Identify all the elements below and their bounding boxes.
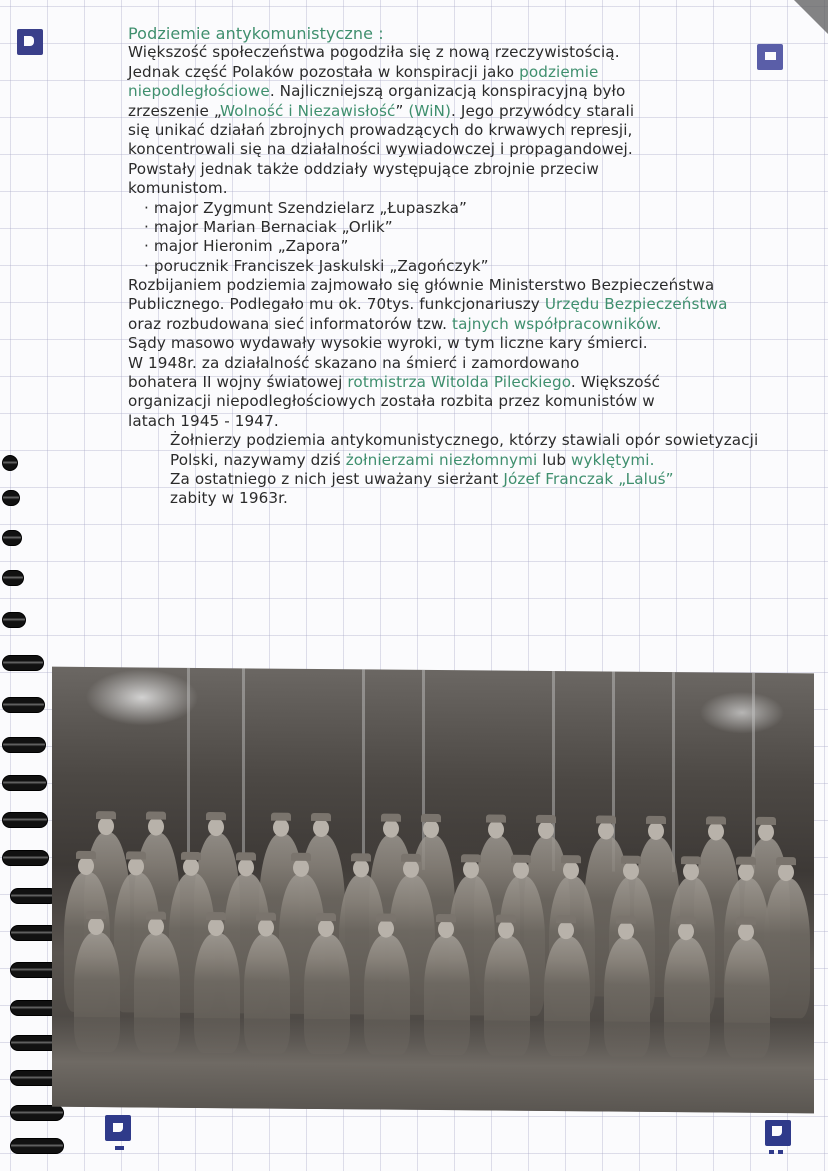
- spiral-ring: [10, 888, 58, 904]
- photo-soldier: [764, 878, 810, 1018]
- text-segment: koncentrowali się na działalności wywiadowczej i propagandowej.: [128, 140, 633, 159]
- spiral-ring: [2, 737, 46, 753]
- photo-face: [293, 859, 309, 877]
- handwritten-notes: [128, 24, 818, 509]
- text-line: [128, 63, 818, 82]
- photo-face: [708, 822, 724, 840]
- text-line: [128, 315, 818, 334]
- photo-cap: [676, 916, 696, 924]
- photo-cap: [126, 851, 146, 859]
- photo-face: [273, 819, 289, 837]
- photo-face: [463, 860, 479, 878]
- photo-tree-trunk: [187, 668, 190, 868]
- spiral-ring: [2, 812, 48, 828]
- text-line: [128, 121, 818, 140]
- photo-face: [648, 822, 664, 840]
- photo-cap: [536, 815, 556, 823]
- photo-face: [383, 820, 399, 838]
- spiral-ring: [2, 570, 24, 586]
- text-line: [128, 140, 818, 159]
- highlighted-term: tajnych współpracowników.: [452, 314, 662, 333]
- photo-cap: [351, 853, 371, 861]
- text-segment: Większość społeczeństwa pogodziła się z nową rzeczywistością.: [128, 43, 620, 62]
- photo-face: [538, 821, 554, 839]
- spiral-ring: [10, 1138, 64, 1154]
- corner-mark-icon: [765, 1120, 791, 1146]
- photo-tree-trunk: [362, 669, 365, 869]
- photo-face: [128, 857, 144, 875]
- photo-grass: [52, 1017, 814, 1114]
- photo-face: [738, 923, 754, 941]
- photo-cap: [736, 857, 756, 865]
- photo-cap: [511, 855, 531, 863]
- highlighted-term: żołnierzami niezłomnymi: [345, 450, 538, 469]
- list-item: · major Zygmunt Szendzielarz „Łupaszka”: [144, 198, 467, 217]
- photo-face: [318, 919, 334, 937]
- photo-face: [208, 818, 224, 836]
- photo-face: [423, 820, 439, 838]
- photo-face: [148, 918, 164, 936]
- commander-list: [128, 199, 818, 277]
- photo-face: [623, 862, 639, 880]
- photo-cap: [681, 856, 701, 864]
- photo-face: [598, 821, 614, 839]
- photo-cap: [486, 814, 506, 822]
- photo-cap: [181, 852, 201, 860]
- photo-face: [208, 918, 224, 936]
- photo-cap: [256, 912, 276, 920]
- photo-cap: [756, 817, 776, 825]
- photo-cap: [206, 812, 226, 820]
- text-line: [128, 451, 818, 470]
- text-line: [128, 276, 818, 295]
- text-segment: . Jego przywódcy starali: [451, 101, 635, 120]
- photo-cap: [621, 856, 641, 864]
- text-segment: ”: [395, 101, 409, 120]
- photo-cap: [311, 813, 331, 821]
- text-line: [128, 179, 818, 198]
- photo-cap: [96, 811, 116, 819]
- text-segment: Sądy masowo wydawały wysokie wyroki, w tym liczne kary śmierci.: [128, 334, 648, 353]
- photo-face: [378, 920, 394, 938]
- spiral-ring: [2, 612, 26, 628]
- text-line: [128, 412, 818, 431]
- photo-cap: [146, 911, 166, 919]
- text-segment: organizacji niepodległościowych została rozbita przez komunistów w: [128, 392, 655, 411]
- photo-face: [353, 859, 369, 877]
- photo-cap: [496, 915, 516, 923]
- photo-cap: [401, 854, 421, 862]
- photo-cap: [421, 814, 441, 822]
- photo-face: [678, 922, 694, 940]
- text-line: [128, 82, 818, 101]
- highlighted-term: Wolność i Niezawisłość: [219, 101, 396, 120]
- text-line: [128, 392, 818, 411]
- highlighted-term: (WiN): [408, 101, 452, 120]
- corner-mark-icon: [105, 1115, 131, 1141]
- text-segment: W 1948r. za działalność skazano na śmierć i zamordowano: [128, 353, 580, 372]
- photo-cap: [381, 814, 401, 822]
- photo-face: [558, 921, 574, 939]
- photo-cap: [556, 915, 576, 923]
- spiral-ring: [2, 655, 44, 671]
- text-segment: bohatera II wojny światowej: [128, 373, 348, 392]
- photo-tree-trunk: [242, 668, 245, 868]
- corner-mark-dot: [115, 1146, 124, 1150]
- list-item: · major Hieronim „Zapora”: [144, 237, 349, 256]
- spiral-ring: [2, 850, 49, 866]
- corner-mark-dot: [769, 1150, 774, 1154]
- spiral-ring: [2, 530, 22, 546]
- photo-cap: [596, 815, 616, 823]
- text-line: [128, 43, 818, 62]
- partisans-photo: [52, 667, 814, 1114]
- photo-tree-trunk: [752, 673, 755, 873]
- photo-cap: [616, 916, 636, 924]
- spiral-ring: [2, 775, 47, 791]
- photo-face: [403, 860, 419, 878]
- text-line: [128, 470, 818, 489]
- photo-cap: [436, 914, 456, 922]
- photo-cap: [206, 912, 226, 920]
- text-segment: latach 1945 - 1947.: [128, 411, 279, 430]
- photo-cap: [376, 914, 396, 922]
- text-line: [128, 160, 818, 179]
- photo-face: [618, 922, 634, 940]
- corner-mark-icon: [17, 29, 43, 55]
- text-segment: Żołnierzy podziemia antykomunistycznego, którzy stawiali opór sowietyzacji: [170, 431, 759, 450]
- highlighted-term: wyklętymi.: [571, 450, 655, 469]
- photo-cap: [76, 851, 96, 859]
- text-segment: . Najliczniejszą organizacją konspiracyjną było: [269, 82, 626, 101]
- photo-face: [758, 823, 774, 841]
- photo-face: [738, 863, 754, 881]
- photo-face: [88, 917, 104, 935]
- photo-face: [683, 862, 699, 880]
- spiral-ring: [10, 1105, 64, 1121]
- photo-cap: [736, 917, 756, 925]
- text-line: [128, 334, 818, 353]
- list-item: · major Marian Bernaciak „Orlik”: [144, 217, 393, 236]
- text-segment: lub: [537, 450, 571, 469]
- text-segment: komunistom.: [128, 179, 228, 198]
- text-segment: Rozbijaniem podziemia zajmowało się głównie Ministerstwo Bezpieczeństwa: [128, 276, 715, 295]
- text-line: [128, 354, 818, 373]
- highlighted-term: niepodległościowe: [128, 82, 270, 101]
- photo-cap: [776, 857, 796, 865]
- paragraph-intro: [128, 43, 818, 198]
- highlighted-term: Urzędu Bezpieczeństwa: [544, 295, 728, 314]
- text-segment: się unikać działań zbrojnych prowadzących do krwawych represji,: [128, 120, 633, 139]
- photo-face: [238, 858, 254, 876]
- photo-face: [498, 921, 514, 939]
- list-item: · porucznik Franciszek Jaskulski „Zagończyk”: [144, 256, 489, 275]
- photo-cap: [646, 816, 666, 824]
- text-segment: zabity w 1963r.: [170, 489, 288, 508]
- photo-cap: [561, 855, 581, 863]
- text-line: [128, 489, 818, 508]
- text-line: [128, 102, 818, 121]
- text-segment: Powstały jednak także oddziały występujące zbrojnie przeciw: [128, 159, 599, 178]
- paragraph-repression: [128, 276, 818, 431]
- spiral-ring: [2, 697, 45, 713]
- photo-face: [148, 818, 164, 836]
- photo-face: [98, 817, 114, 835]
- photo-face: [313, 819, 329, 837]
- text-segment: Polski, nazywamy dziś: [170, 450, 346, 469]
- photo-face: [488, 820, 504, 838]
- text-segment: . Większość: [570, 373, 661, 392]
- photo-cap: [316, 913, 336, 921]
- corner-mark-dot: [778, 1150, 783, 1154]
- text-segment: oraz rozbudowana sieć informatorów tzw.: [128, 314, 453, 333]
- photo-face: [438, 920, 454, 938]
- text-segment: zrzeszenie „: [128, 101, 220, 120]
- photo-cap: [461, 854, 481, 862]
- text-segment: Jednak część Polaków pozostała w konspiracji jako: [128, 62, 520, 81]
- photo-cap: [291, 853, 311, 861]
- photo-cap: [706, 816, 726, 824]
- text-line: [128, 431, 818, 450]
- highlighted-term: podziemie: [519, 62, 599, 81]
- highlighted-term: rotmistrza Witolda Pileckiego: [347, 373, 571, 392]
- photo-cap: [236, 852, 256, 860]
- photo-face: [778, 863, 794, 881]
- photo-face: [563, 861, 579, 879]
- photo-tree-trunk: [672, 672, 675, 872]
- photo-cap: [86, 911, 106, 919]
- text-line: [128, 295, 818, 314]
- photo-cap: [146, 811, 166, 819]
- page-title: Podziemie antykomunistyczne :: [128, 24, 384, 43]
- text-line: [128, 373, 818, 392]
- highlighted-term: Józef Franczak „Laluś”: [503, 469, 674, 488]
- text-segment: Za ostatniego z nich jest uważany sierżant: [170, 469, 504, 488]
- photo-face: [513, 861, 529, 879]
- paragraph-cursed-soldiers: [128, 431, 818, 509]
- spiral-ring: [2, 490, 20, 506]
- text-segment: Publicznego. Podlegało mu ok. 70tys. funkcjonariuszy: [128, 295, 545, 314]
- photo-face: [183, 858, 199, 876]
- photo-face: [78, 857, 94, 875]
- photo-cap: [271, 813, 291, 821]
- spiral-ring: [2, 455, 18, 471]
- photo-face: [258, 918, 274, 936]
